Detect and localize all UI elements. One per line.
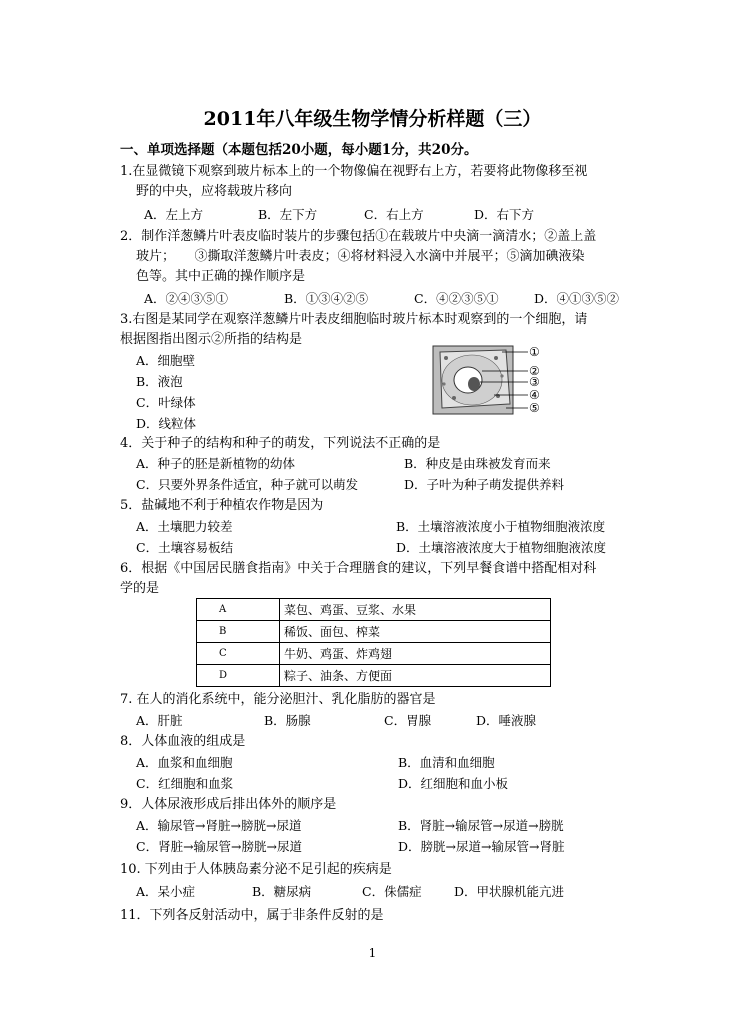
question-3-stem: 3.右图是某同学在观察洋葱鳞片叶表皮细胞临时玻片标本时观察到的一个细胞，请 bbox=[120, 312, 588, 327]
section-heading: 一、单项选择题（本题包括20小题，每小题1分，共20分。 bbox=[120, 142, 478, 158]
question-8-option-d: D．红细胞和血小板 bbox=[398, 776, 509, 791]
question-2-option-d: D．④①③⑤② bbox=[534, 291, 620, 306]
question-7-stem: 7. 在人的消化系统中，能分泌胆汁、乳化脂肪的器官是 bbox=[120, 692, 436, 707]
table-cell-value: 稀饭、面包、榨菜 bbox=[280, 621, 551, 643]
table-row bbox=[197, 621, 551, 643]
plant-cell-figure bbox=[432, 344, 544, 416]
fig-label-3: ③ bbox=[529, 375, 540, 389]
question-1-option-c: C．右上方 bbox=[364, 207, 424, 222]
fig-label-2: ② bbox=[529, 364, 540, 378]
question-3-option-b: B．液泡 bbox=[136, 374, 183, 389]
question-3-stem-cont: 根据图指出图示②所指的结构是 bbox=[120, 332, 303, 347]
table-cell-value: 牛奶、鸡蛋、炸鸡翅 bbox=[280, 643, 551, 665]
question-9-option-b: B．肾脏→输尿管→尿道→膀胱 bbox=[398, 818, 564, 833]
question-8-option-b: B．血清和血细胞 bbox=[398, 755, 495, 770]
question-7-option-d: D．唾液腺 bbox=[476, 713, 537, 728]
question-1-option-a: A．左上方 bbox=[144, 207, 204, 222]
question-5-option-b: B．土壤溶液浓度小于植物细胞液浓度 bbox=[396, 519, 606, 534]
question-2-stem: 2．制作洋葱鳞片叶表皮临时装片的步骤包括①在载玻片中央滴一滴清水；②盖上盖 bbox=[120, 229, 597, 244]
question-10-option-b: B．糖尿病 bbox=[252, 884, 312, 899]
table-cell-key: A bbox=[197, 599, 280, 621]
question-4-option-d: D．子叶为种子萌发提供养料 bbox=[404, 477, 565, 492]
table-row bbox=[197, 665, 551, 687]
question-6-stem-cont: 学的是 bbox=[120, 581, 160, 596]
table-row bbox=[197, 643, 551, 665]
table-cell-key: D bbox=[197, 665, 280, 687]
question-2-stem-cont: 玻片； ③撕取洋葱鳞片叶表皮；④将材料浸入水滴中并展平；⑤滴加碘液染 bbox=[136, 249, 585, 264]
page-number: 1 bbox=[368, 946, 377, 960]
question-8-stem: 8．人体血液的组成是 bbox=[120, 734, 246, 749]
fig-label-4: ④ bbox=[529, 388, 540, 402]
fig-label-5: ⑤ bbox=[529, 401, 540, 415]
question-5-option-a: A．土壤肥力较差 bbox=[136, 519, 233, 534]
question-2-option-a: A．②④③⑤① bbox=[144, 291, 229, 306]
question-7-option-a: A．肝脏 bbox=[136, 713, 183, 728]
question-5-option-c: C．土壤容易板结 bbox=[136, 540, 234, 555]
question-2-option-b: B．①③④②⑤ bbox=[284, 291, 369, 306]
question-4-option-b: B．种皮是由珠被发育而来 bbox=[404, 456, 551, 471]
breakfast-menu-table bbox=[196, 598, 551, 687]
question-10-option-d: D．甲状腺机能亢进 bbox=[454, 884, 565, 899]
question-4-stem: 4．关于种子的结构和种子的萌发，下列说法不正确的是 bbox=[120, 436, 441, 451]
question-8-option-c: C．红细胞和血浆 bbox=[136, 776, 234, 791]
question-10-option-c: C．侏儒症 bbox=[362, 884, 422, 899]
question-3-option-c: C．叶绿体 bbox=[136, 395, 196, 410]
question-4-option-c: C．只要外界条件适宜，种子就可以萌发 bbox=[136, 477, 359, 492]
question-6-stem: 6．根据《中国居民膳食指南》中关于合理膳食的建议，下列早餐食谱中搭配相对科 bbox=[120, 561, 597, 576]
question-1-stem: 1.在显微镜下观察到玻片标本上的一个物像偏在视野右上方，若要将此物像移至视 bbox=[120, 164, 588, 179]
question-7-option-b: B．肠腺 bbox=[264, 713, 311, 728]
question-3-option-d: D．线粒体 bbox=[136, 416, 197, 431]
fig-label-1: ① bbox=[529, 345, 540, 359]
question-4-option-a: A．种子的胚是新植物的幼体 bbox=[136, 456, 296, 471]
question-2-stem-cont2: 色等。其中正确的操作顺序是 bbox=[136, 269, 306, 284]
question-2-option-c: C．④②③⑤① bbox=[414, 291, 499, 306]
table-row bbox=[197, 599, 551, 621]
question-5-stem: 5．盐碱地不利于种植农作物是因为 bbox=[120, 498, 324, 513]
question-9-stem: 9．人体尿液形成后排出体外的顺序是 bbox=[120, 797, 337, 812]
question-3-option-a: A．细胞壁 bbox=[136, 353, 196, 368]
question-9-option-d: D．膀胱→尿道→输尿管→肾脏 bbox=[398, 839, 565, 854]
question-1-option-d: D．右下方 bbox=[474, 207, 535, 222]
question-1-stem-cont: 野的中央，应将载玻片移向 bbox=[136, 184, 293, 199]
question-5-option-d: D．土壤溶液浓度大于植物细胞液浓度 bbox=[396, 540, 607, 555]
plant-cell-diagram bbox=[432, 344, 544, 416]
question-10-stem: 10. 下列由于人体胰岛素分泌不足引起的疾病是 bbox=[120, 862, 392, 877]
question-11-stem: 11．下列各反射活动中，属于非条件反射的是 bbox=[120, 908, 384, 923]
table-cell-value: 菜包、鸡蛋、豆浆、水果 bbox=[280, 599, 551, 621]
page-title: 2011年八年级生物学情分析样题（三） bbox=[203, 108, 542, 130]
question-7-option-c: C．胃腺 bbox=[384, 713, 432, 728]
question-9-option-c: C．肾脏→输尿管→膀胱→尿道 bbox=[136, 839, 302, 854]
table-cell-value: 粽子、油条、方便面 bbox=[280, 665, 551, 687]
question-10-option-a: A．呆小症 bbox=[136, 884, 196, 899]
question-8-option-a: A．血浆和血细胞 bbox=[136, 755, 233, 770]
question-1-option-b: B．左下方 bbox=[258, 207, 318, 222]
question-9-option-a: A．输尿管→肾脏→膀胱→尿道 bbox=[136, 818, 302, 833]
table-cell-key: B bbox=[197, 621, 280, 643]
table-cell-key: C bbox=[197, 643, 280, 665]
